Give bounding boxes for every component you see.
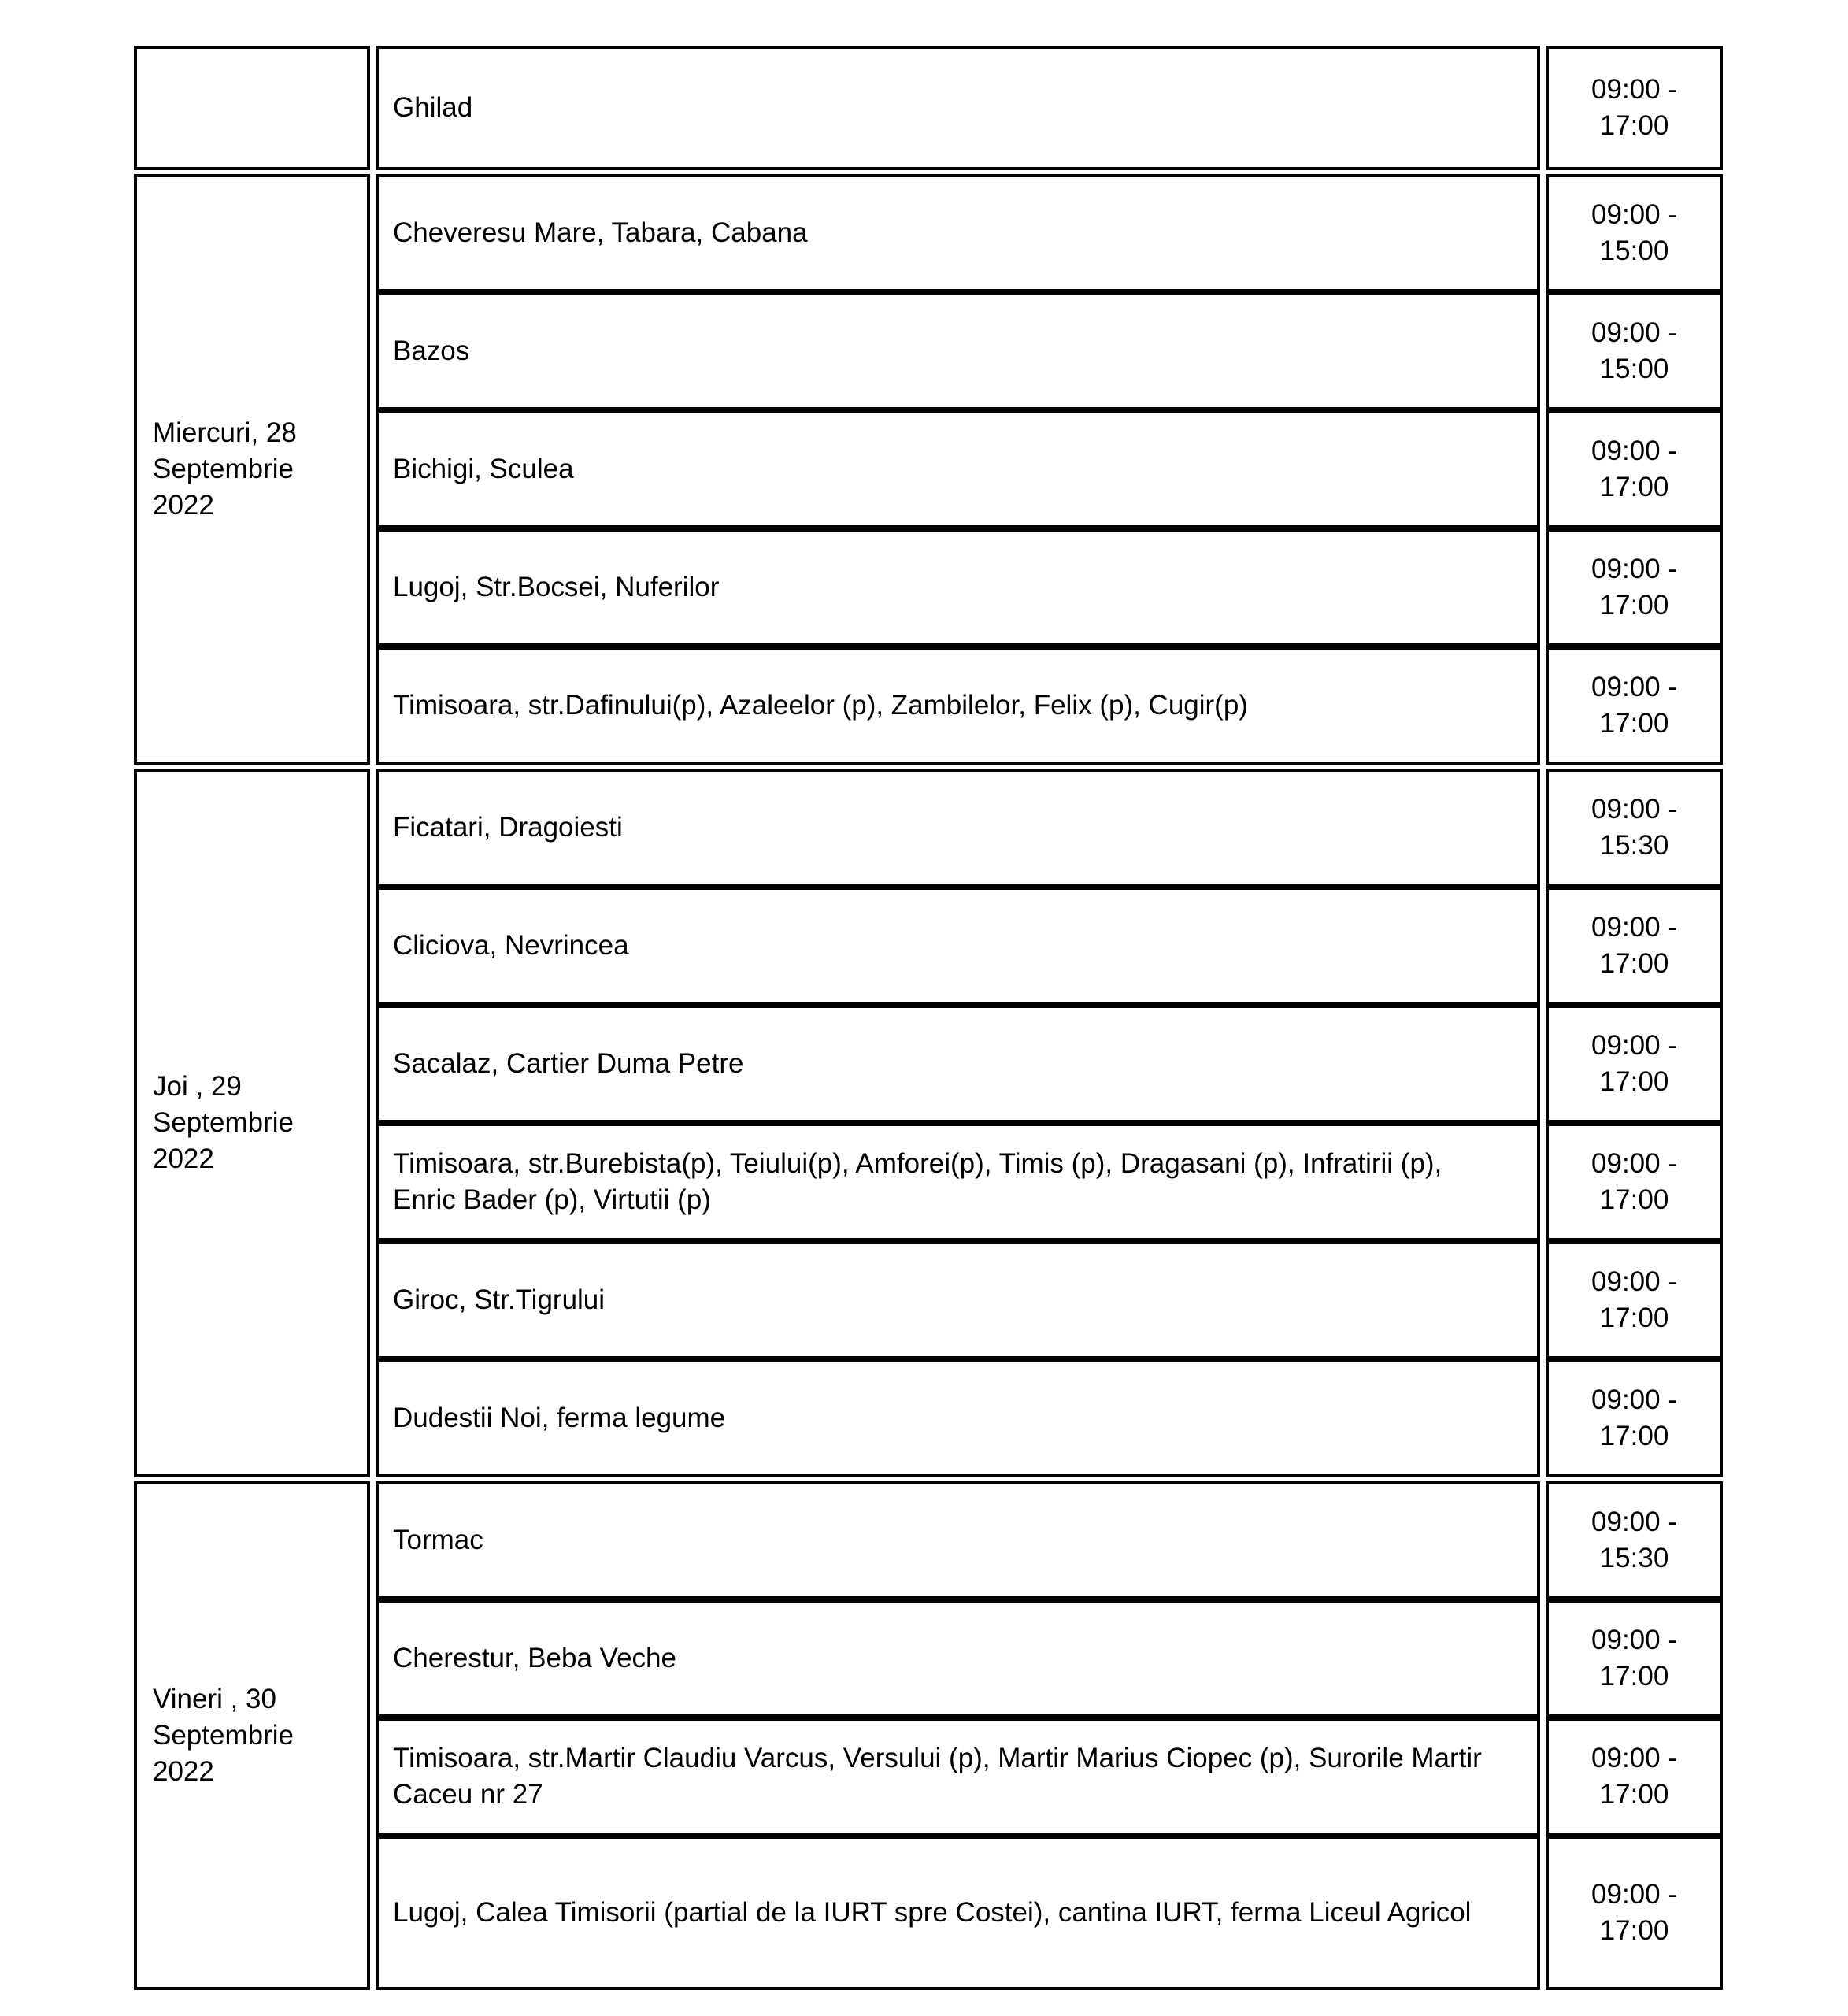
table-row	[134, 647, 1723, 765]
location-cell: Lugoj, Calea Timisorii (partial de la IURT spre Costei), cantina IURT, ferma Liceul Agricol	[376, 1836, 1540, 1990]
location-cell: Cheveresu Mare, Tabara, Cabana	[376, 174, 1540, 292]
date-cell: Miercuri, 28 Septembrie 2022	[134, 174, 370, 765]
table-row	[134, 174, 1723, 292]
location-cell: Giroc, Str.Tigrului	[376, 1241, 1540, 1359]
schedule-group-continuation	[128, 46, 1728, 170]
location-cell: Timisoara, str.Burebista(p), Teiului(p), Amforei(p), Timis (p), Dragasani (p), Infratirii (p), Enric Bader (p), Virtutii (p)	[376, 1123, 1540, 1241]
hours-cell: 09:00 - 15:00	[1546, 292, 1723, 410]
location-cell: Tormac	[376, 1481, 1540, 1599]
location-cell: Bazos	[376, 292, 1540, 410]
hours-cell: 09:00 - 15:00	[1546, 174, 1723, 292]
hours-cell: 09:00 - 17:00	[1546, 647, 1723, 765]
table-row	[134, 292, 1723, 410]
table-row	[134, 1481, 1723, 1599]
schedule-group-joi	[128, 769, 1728, 1477]
hours-cell: 09:00 - 17:00	[1546, 528, 1723, 647]
hours-cell: 09:00 - 17:00	[1546, 1005, 1723, 1123]
hours-cell: 09:00 - 15:30	[1546, 1481, 1723, 1599]
hours-cell: 09:00 - 17:00	[1546, 1836, 1723, 1990]
location-cell: Timisoara, str.Dafinului(p), Azaleelor (p), Zambilelor, Felix (p), Cugir(p)	[376, 647, 1540, 765]
date-cell: Vineri , 30 Septembrie 2022	[134, 1481, 370, 1990]
hours-cell: 09:00 - 17:00	[1546, 1599, 1723, 1718]
table-row	[134, 1123, 1723, 1241]
hours-cell: 09:00 - 15:30	[1546, 769, 1723, 887]
table-row	[134, 887, 1723, 1005]
date-cell: Joi , 29 Septembrie 2022	[134, 769, 370, 1477]
hours-cell: 09:00 - 17:00	[1546, 1123, 1723, 1241]
date-cell	[134, 46, 370, 170]
location-cell: Sacalaz, Cartier Duma Petre	[376, 1005, 1540, 1123]
location-cell: Lugoj, Str.Bocsei, Nuferilor	[376, 528, 1540, 647]
location-cell: Cherestur, Beba Veche	[376, 1599, 1540, 1718]
table-row	[134, 1836, 1723, 1990]
table-row	[134, 1359, 1723, 1477]
table-row	[134, 1241, 1723, 1359]
location-cell: Ficatari, Dragoiesti	[376, 769, 1540, 887]
location-cell: Cliciova, Nevrincea	[376, 887, 1540, 1005]
location-cell: Bichigi, Sculea	[376, 410, 1540, 528]
table-row	[134, 1599, 1723, 1718]
schedule-group-vineri	[128, 1481, 1728, 1990]
table-row	[134, 1005, 1723, 1123]
hours-cell: 09:00 - 17:00	[1546, 410, 1723, 528]
schedule-group-miercuri	[128, 174, 1728, 765]
hours-cell: 09:00 - 17:00	[1546, 1718, 1723, 1836]
location-cell: Timisoara, str.Martir Claudiu Varcus, Versului (p), Martir Marius Ciopec (p), Surorile Martir Caceu nr 27	[376, 1718, 1540, 1836]
table-row	[134, 528, 1723, 647]
hours-cell: 09:00 - 17:00	[1546, 46, 1723, 170]
table-row	[134, 410, 1723, 528]
table-row	[134, 1718, 1723, 1836]
location-cell: Ghilad	[376, 46, 1540, 170]
hours-cell: 09:00 - 17:00	[1546, 887, 1723, 1005]
location-cell: Dudestii Noi, ferma legume	[376, 1359, 1540, 1477]
hours-cell: 09:00 - 17:00	[1546, 1359, 1723, 1477]
hours-cell: 09:00 - 17:00	[1546, 1241, 1723, 1359]
table-row	[134, 769, 1723, 887]
table-row	[134, 46, 1723, 170]
